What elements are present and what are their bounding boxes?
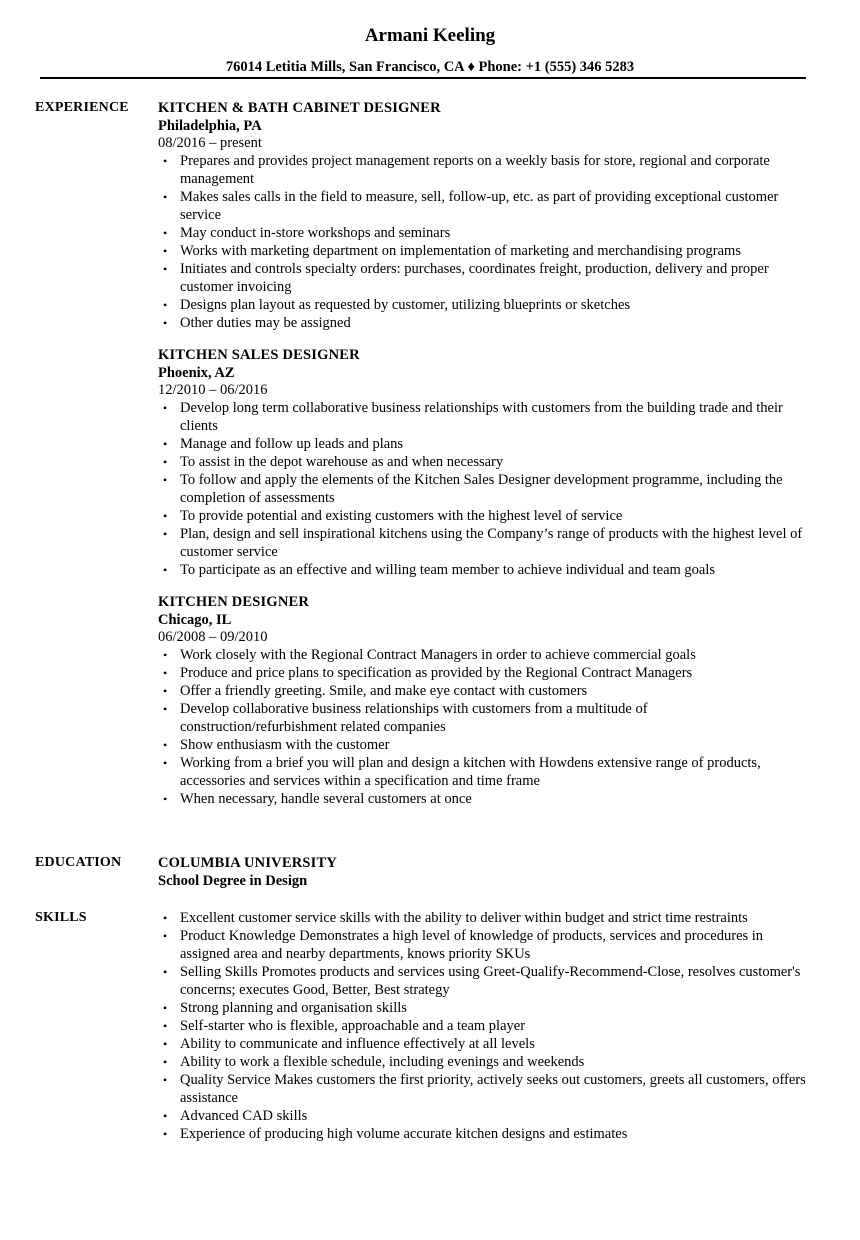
bullet-icon: • bbox=[163, 1109, 168, 1123]
bullet-text: To follow and apply the elements of the Kitchen Sales Designer development programme, including the completion of assessments bbox=[180, 472, 783, 506]
bullet-item bbox=[158, 453, 808, 471]
bullet-item bbox=[158, 664, 808, 682]
bullet-text: Manage and follow up leads and plans bbox=[180, 436, 404, 452]
skill-text: Strong planning and organisation skills bbox=[180, 1000, 407, 1016]
skill-text: Advanced CAD skills bbox=[180, 1108, 308, 1124]
bullet-icon: • bbox=[163, 1019, 168, 1033]
bullet-icon: • bbox=[163, 648, 168, 662]
job-entry bbox=[158, 346, 808, 579]
bullet-item bbox=[158, 561, 808, 579]
bullet-item bbox=[158, 507, 808, 525]
bullet-icon: • bbox=[163, 929, 168, 943]
bullet-text: When necessary, handle several customers at once bbox=[180, 791, 472, 807]
skill-text: Quality Service Makes customers the first priority, actively seeks out customers, greets all customers, offers assistance bbox=[180, 1072, 806, 1106]
contact-line: 76014 Letitia Mills, San Francisco, CA ♦ Phone: +1 (555) 346 5283 bbox=[225, 59, 635, 75]
bullet-icon: • bbox=[163, 563, 168, 577]
job-title: KITCHEN SALES DESIGNER bbox=[158, 347, 360, 363]
bullet-icon: • bbox=[163, 738, 168, 752]
bullet-item bbox=[158, 152, 808, 188]
bullet-item bbox=[158, 790, 808, 808]
job-location: Phoenix, AZ bbox=[158, 365, 235, 381]
bullet-text: Other duties may be assigned bbox=[180, 315, 351, 331]
bullet-text: Prepares and provides project management reports on a weekly basis for store, regional and corporate management bbox=[180, 153, 770, 187]
education-body bbox=[158, 854, 808, 891]
section-label-experience: EXPERIENCE bbox=[35, 100, 129, 115]
bullet-icon: • bbox=[163, 154, 168, 168]
skill-item bbox=[158, 927, 808, 963]
skill-item bbox=[158, 1035, 808, 1053]
bullet-item bbox=[158, 525, 808, 561]
bullet-icon: • bbox=[163, 702, 168, 716]
bullet-item bbox=[158, 700, 808, 736]
skills-body bbox=[158, 909, 808, 1143]
bullet-item bbox=[158, 296, 808, 314]
job-title: KITCHEN DESIGNER bbox=[158, 594, 310, 610]
bullet-text: Develop collaborative business relationships with customers from a multitude of construction/refurbishment related companies bbox=[180, 701, 648, 735]
skill-item bbox=[158, 909, 808, 927]
job-location: Chicago, IL bbox=[158, 612, 232, 628]
skill-item bbox=[158, 1107, 808, 1125]
bullet-text: Show enthusiasm with the customer bbox=[180, 737, 390, 753]
bullet-text: To provide potential and existing customers with the highest level of service bbox=[180, 508, 623, 524]
bullet-text: Develop long term collaborative business relationships with customers from the building trade and their clients bbox=[180, 400, 783, 434]
bullet-text: Makes sales calls in the field to measure, sell, follow-up, etc. as part of providing exceptional customer service bbox=[180, 189, 779, 223]
bullet-icon: • bbox=[163, 298, 168, 312]
bullet-item bbox=[158, 646, 808, 664]
bullet-text: Work closely with the Regional Contract Managers in order to achieve commercial goals bbox=[180, 647, 696, 663]
job-bullets bbox=[158, 646, 808, 808]
bullet-item bbox=[158, 471, 808, 507]
skill-text: Self-starter who is flexible, approachable and a team player bbox=[180, 1018, 526, 1034]
skill-item bbox=[158, 1017, 808, 1035]
section-label-skills: SKILLS bbox=[35, 910, 87, 925]
bullet-icon: • bbox=[163, 226, 168, 240]
degree: School Degree in Design bbox=[158, 873, 308, 889]
bullet-icon: • bbox=[163, 965, 168, 979]
bullet-icon: • bbox=[163, 666, 168, 680]
bullet-text: Produce and price plans to specification as provided by the Regional Contract Managers bbox=[180, 665, 693, 681]
bullet-icon: • bbox=[163, 527, 168, 541]
job-location: Philadelphia, PA bbox=[158, 118, 262, 134]
bullet-item bbox=[158, 224, 808, 242]
skill-text: Excellent customer service skills with the ability to deliver within budget and strict time restraints bbox=[180, 910, 748, 926]
bullet-text: Plan, design and sell inspirational kitchens using the Company’s range of products with the highest level of customer service bbox=[180, 526, 803, 560]
skill-text: Ability to communicate and influence effectively at all levels bbox=[180, 1036, 535, 1052]
bullet-icon: • bbox=[163, 1001, 168, 1015]
bullet-item bbox=[158, 754, 808, 790]
bullet-icon: • bbox=[163, 1127, 168, 1141]
bullet-icon: • bbox=[163, 684, 168, 698]
job-entry bbox=[158, 593, 808, 808]
bullet-text: To assist in the depot warehouse as and when necessary bbox=[180, 454, 504, 470]
bullet-text: Designs plan layout as requested by customer, utilizing blueprints or sketches bbox=[180, 297, 631, 313]
bullet-item bbox=[158, 260, 808, 296]
skill-item bbox=[158, 1071, 808, 1107]
bullet-icon: • bbox=[163, 473, 168, 487]
skill-text: Selling Skills Promotes products and services using Greet-Qualify-Recommend-Close, resolves customer's concerns; executes Good, Better, Best strategy bbox=[180, 964, 801, 998]
bullet-icon: • bbox=[163, 190, 168, 204]
bullet-icon: • bbox=[163, 401, 168, 415]
skill-item bbox=[158, 999, 808, 1017]
bullet-icon: • bbox=[163, 1055, 168, 1069]
job-dates: 12/2010 – 06/2016 bbox=[158, 382, 268, 398]
bullet-item bbox=[158, 242, 808, 260]
bullet-text: May conduct in-store workshops and seminars bbox=[180, 225, 451, 241]
bullet-icon: • bbox=[163, 244, 168, 258]
bullet-item bbox=[158, 399, 808, 435]
skill-text: Ability to work a flexible schedule, including evenings and weekends bbox=[180, 1054, 585, 1070]
bullet-icon: • bbox=[163, 756, 168, 770]
bullet-icon: • bbox=[163, 911, 168, 925]
job-bullets bbox=[158, 399, 808, 579]
skill-item bbox=[158, 963, 808, 999]
skill-item bbox=[158, 1125, 808, 1143]
bullet-icon: • bbox=[163, 316, 168, 330]
bullet-icon: • bbox=[163, 437, 168, 451]
bullet-icon: • bbox=[163, 262, 168, 276]
header-divider bbox=[40, 77, 806, 79]
skill-text: Product Knowledge Demonstrates a high level of knowledge of products, services and procedures in assigned area and nearby departments, knows priority SKUs bbox=[180, 928, 764, 962]
bullet-icon: • bbox=[163, 509, 168, 523]
bullet-item bbox=[158, 314, 808, 332]
skill-item bbox=[158, 1053, 808, 1071]
job-entry bbox=[158, 99, 808, 332]
bullet-icon: • bbox=[163, 792, 168, 806]
bullet-text: Working from a brief you will plan and design a kitchen with Howdens extensive range of products, accessories and services within a specification and time frame bbox=[180, 755, 761, 789]
bullet-item bbox=[158, 736, 808, 754]
bullet-text: Works with marketing department on implementation of marketing and merchandising programs bbox=[180, 243, 741, 259]
bullet-item bbox=[158, 682, 808, 700]
job-bullets bbox=[158, 152, 808, 332]
experience-body bbox=[158, 99, 808, 822]
job-dates: 08/2016 – present bbox=[158, 135, 262, 151]
bullet-text: To participate as an effective and willing team member to achieve individual and team goals bbox=[180, 562, 716, 578]
bullet-text: Offer a friendly greeting. Smile, and make eye contact with customers bbox=[180, 683, 588, 699]
skills-list bbox=[158, 909, 808, 1143]
bullet-icon: • bbox=[163, 1037, 168, 1051]
bullet-text: Initiates and controls specialty orders: purchases, coordinates freight, production, delivery and proper customer invoicing bbox=[180, 261, 769, 295]
bullet-icon: • bbox=[163, 1073, 168, 1087]
skill-text: Experience of producing high volume accurate kitchen designs and estimates bbox=[180, 1126, 628, 1142]
section-label-education: EDUCATION bbox=[35, 855, 122, 870]
bullet-item bbox=[158, 435, 808, 453]
candidate-name: Armani Keeling bbox=[364, 25, 496, 46]
bullet-icon: • bbox=[163, 455, 168, 469]
job-title: KITCHEN & BATH CABINET DESIGNER bbox=[158, 100, 441, 116]
job-dates: 06/2008 – 09/2010 bbox=[158, 629, 268, 645]
bullet-item bbox=[158, 188, 808, 224]
school-name: COLUMBIA UNIVERSITY bbox=[158, 855, 338, 871]
